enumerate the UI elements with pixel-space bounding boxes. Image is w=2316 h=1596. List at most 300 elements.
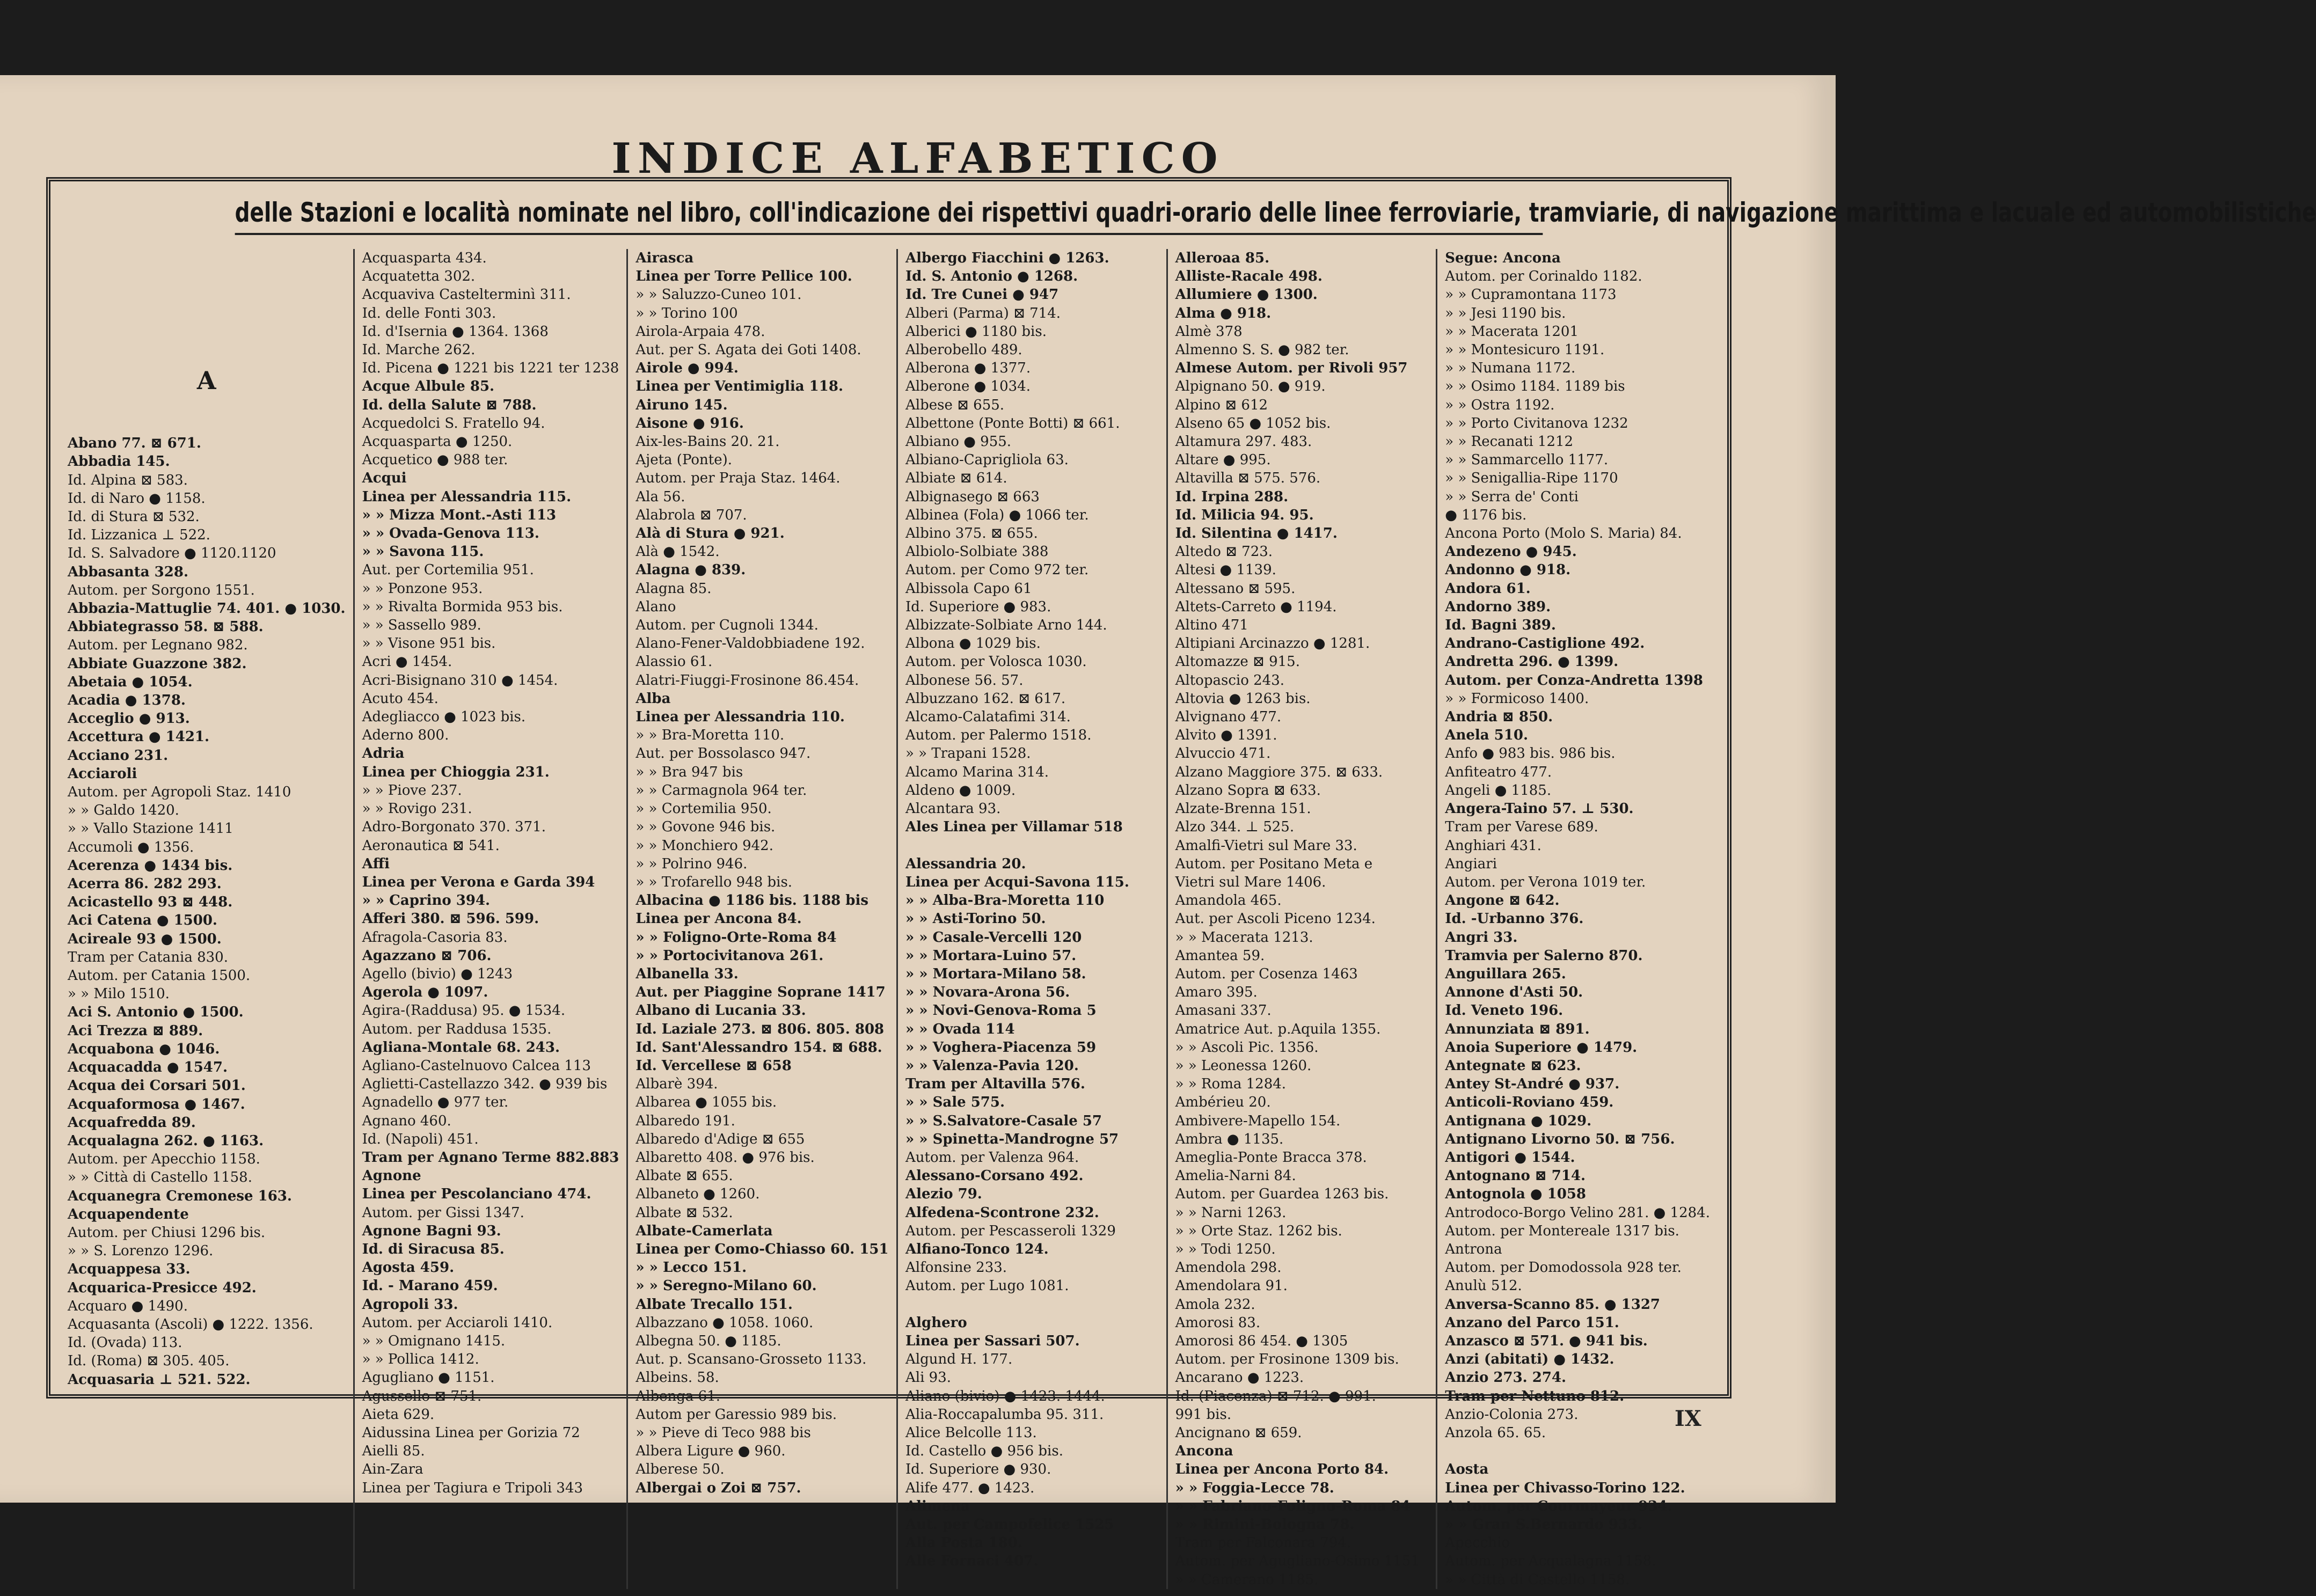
index-entry: Alliste-Racale 498.: [1175, 268, 1323, 285]
index-entry: Tram per Nettuno 812.: [1445, 1388, 1625, 1404]
index-entry: Acceglio ● 913.: [68, 711, 190, 727]
index-column: [1166, 249, 1436, 1589]
index-entry: Albate ⊠ 532.: [635, 1204, 733, 1221]
index-entry: Albaredo d'Adige ⊠ 655: [635, 1131, 805, 1147]
index-entry: Autom. per Conza-Andretta 1398: [1445, 672, 1703, 689]
index-entry: Anzano del Parco 151.: [1445, 1314, 1619, 1331]
index-entry: Almese Autom. per Rivoli 957: [1175, 360, 1408, 377]
index-entry: Albanella 33.: [635, 965, 739, 982]
index-entry: Agnadello ● 977 ter.: [362, 1094, 509, 1111]
index-entry: Albino 375. ⊠ 655.: [905, 525, 1038, 542]
index-entry: » » Rivalta Bormida 953 bis.: [362, 598, 563, 615]
index-entry: Tram per Altavilla 576.: [905, 1076, 1085, 1093]
index-entry: Ambra ● 1135.: [1175, 1131, 1284, 1147]
index-entry: Albenga 61.: [635, 1388, 720, 1404]
index-entry: » » Jesi 1190 bis.: [1445, 305, 1566, 321]
index-entry: Aut. per Bossolasco 947.: [635, 745, 811, 762]
index-entry: Acquasparta 434.: [362, 250, 487, 266]
index-entry: » » Orte Staz. 1262 bis.: [1175, 1222, 1342, 1239]
index-entry: Acqualagna 262. ● 1163.: [68, 1132, 264, 1149]
index-entry: Autom. per Pescasseroli 1329: [905, 1222, 1116, 1239]
index-entry: Id. Veneto 196.: [1445, 1002, 1564, 1019]
index-column: [626, 249, 896, 1589]
index-entry: » » Gran S.Bernardo 933.: [1445, 1517, 1643, 1533]
index-entry: Autom. per Courmayeur 934.: [1445, 1498, 1672, 1514]
index-entry: Id. delle Fonti 303.: [362, 305, 496, 321]
index-entry: Anfiteatro 477.: [1445, 764, 1552, 780]
index-entry: Albinea (Fola) ● 1066 ter.: [905, 507, 1089, 523]
index-entry: Agazzano ⊠ 706.: [362, 947, 492, 964]
index-entry: » » Città di Castello 1158.: [1445, 1571, 1630, 1588]
index-entry: Autom. per Legnano 982.: [68, 637, 248, 654]
index-entry: » » Bra 947 bis: [635, 764, 743, 780]
index-entry: Amendolara 91.: [1175, 1278, 1288, 1294]
index-entry: Acquasaria ⊥ 521. 522.: [68, 1371, 251, 1388]
index-entry: Abbiate Guazzone 382.: [68, 655, 247, 672]
index-entry: Alle Fornaci 407.: [905, 1553, 1039, 1570]
index-entry: Id. Castello ● 956 bis.: [905, 1443, 1063, 1460]
index-entry: Albiano ● 955.: [905, 434, 1012, 450]
index-entry: Alfonsine 233.: [905, 1260, 1007, 1276]
index-frame: [46, 177, 2316, 1588]
index-entry: Aut. per Ascoli Piceno 1234.: [1175, 911, 1376, 927]
index-entry: » » Mizza Mont.-Asti 113: [362, 507, 557, 523]
index-entry: » » Mortara-Milano 58.: [905, 965, 1086, 982]
index-entry: Almenno S. S. ● 982 ter.: [1175, 342, 1349, 358]
index-entry: » » Trapani 1528.: [905, 745, 1031, 762]
index-entry: Antrodoco-Borgo Velino 281. ● 1284.: [1445, 1204, 1710, 1221]
index-entry: Altessano ⊠ 595.: [1175, 580, 1296, 597]
index-entry: Alessandria 20.: [905, 855, 1026, 872]
index-entry: Id. Milicia 94. 95.: [1175, 507, 1314, 523]
index-entry: Abbiategrasso 58. ⊠ 588.: [68, 619, 264, 635]
index-entry: Alberese 50.: [635, 1461, 725, 1478]
index-entry: Albonese 56. 57.: [905, 672, 1024, 689]
index-entry: Altesi ● 1139.: [1175, 562, 1276, 579]
index-entry: Id. Bagni 389.: [1445, 617, 1556, 634]
index-entry: » » Novi-Genova-Roma 5: [905, 1002, 1097, 1019]
index-entry: Linea per Torre Pellice 100.: [635, 268, 852, 285]
index-entry: Id. Tre Cunei ● 947: [905, 287, 1059, 303]
index-entry: Id. Picena ● 1221 bis 1221 ter 1238: [362, 360, 619, 377]
index-entry: [1445, 1442, 1710, 1460]
index-entry: » » Recanati 1212: [1445, 434, 1574, 450]
index-entry: Abbasanta 328.: [68, 563, 188, 580]
index-entry: Acquapendente: [68, 1206, 189, 1222]
index-entry: Aisone ● 916.: [635, 415, 744, 431]
index-entry: Segue: Ancona: [1445, 250, 1561, 266]
index-entry: Autom. per Volosca 1030.: [905, 654, 1087, 670]
index-entry: Autom. per Monterealе 1317 bis.: [1445, 1222, 1679, 1239]
index-entry: Alvignano 477.: [1175, 709, 1282, 726]
index-entry: Id. (Piacenza) ⊠ 712. ● 991.: [1175, 1388, 1376, 1404]
index-entry: Albate ⊠ 655.: [635, 1168, 733, 1184]
index-entry: Albettone (Ponte Botti) ⊠ 661.: [905, 415, 1120, 431]
index-entry: Id. Alpina ⊠ 583.: [68, 472, 188, 488]
index-entry: Albano di Lucania 33.: [635, 1002, 806, 1019]
index-entry: Alimena: [905, 1498, 970, 1514]
index-entry: Id. Superiore ● 983.: [905, 598, 1051, 615]
index-entry: Ain-Zara: [362, 1461, 423, 1478]
index-entry: Aut. per Cortemilia 951.: [362, 562, 534, 579]
index-entry: Autom. per Positano Meta e: [1175, 855, 1373, 872]
index-entry: Autom. per Acqualagna 1158.: [1445, 1553, 1656, 1570]
index-entry: » » Ovada 114: [905, 1021, 1015, 1037]
index-entry: Id. Vercellese ⊠ 658: [635, 1057, 792, 1074]
index-entry: Alzate-Brenna 151.: [1175, 801, 1311, 817]
index-entry: Autom. per Lugo 1081.: [905, 1278, 1069, 1294]
index-entry: Amelia-Narni 84.: [1175, 1168, 1296, 1184]
index-entry: » » Serra de' Conti: [1445, 488, 1579, 505]
index-entry: Alleroaa 85.: [1175, 250, 1270, 266]
index-entry: Anzola 65. 65.: [1445, 1425, 1546, 1441]
index-entry: Angiari: [1445, 855, 1497, 872]
index-entry: Id. (Roma) ⊠ 305. 405.: [68, 1353, 230, 1370]
index-entry: Albaretto 408. ● 976 bis.: [635, 1149, 815, 1166]
index-entry: » » Pollica 1412.: [362, 1351, 479, 1368]
index-entry: Autom. per Valenza 964.: [905, 1149, 1079, 1166]
index-entry: Albera Ligure ● 960.: [635, 1443, 786, 1460]
index-entry: Alvito ● 1391.: [1175, 727, 1277, 744]
index-entry: Albese ⊠ 655.: [905, 397, 1005, 413]
index-entry: Tram per Catania 830.: [68, 949, 228, 965]
index-entry: Aielli 85.: [362, 1443, 425, 1460]
index-entry: Linea per Pescolanciano 474.: [362, 1186, 591, 1203]
index-column: [60, 249, 353, 1589]
index-entry: Id. S. Antonio ● 1268.: [905, 268, 1078, 285]
index-entry: » » Voghera-Piacenza 59: [905, 1039, 1097, 1056]
index-entry: Albaredo 191.: [635, 1112, 735, 1129]
index-entry: Afferi 380. ⊠ 596. 599.: [362, 911, 539, 927]
index-entry: Ales Linea per Villamar 518: [905, 819, 1123, 836]
index-entry: Id. di Siracusa 85.: [362, 1241, 505, 1257]
index-entry: » » Foggia-Lecce 78.: [1175, 1480, 1334, 1496]
index-entry: Autom. per Agropoli Staz. 1410: [68, 784, 291, 801]
index-entry: Annone d'Asti 50.: [1445, 984, 1583, 1001]
index-entry: Aci Trezza ⊠ 889.: [68, 1022, 203, 1039]
index-entry: Adria: [362, 745, 405, 762]
index-entry: Acadia ● 1378.: [68, 692, 186, 709]
index-entry: Acuto 454.: [362, 690, 439, 707]
index-entry: Acquarica-Presicce 492.: [68, 1279, 257, 1296]
index-entry: » » Piove 237.: [362, 782, 462, 799]
index-entry: » » Ascoli Pic. 1356.: [1175, 1039, 1319, 1056]
index-entry: » » Asti-Torino 50.: [905, 911, 1046, 927]
index-entry: Agussello ⊠ 751.: [362, 1388, 482, 1404]
index-entry: Autom. per Gissi 1347.: [362, 1204, 524, 1221]
index-entry: Antognano ⊠ 714.: [1445, 1168, 1586, 1184]
index-entry: Albona ● 1029 bis.: [905, 635, 1041, 652]
index-entry: 991 bis.: [1175, 1406, 1232, 1423]
index-entry: Agnano 460.: [362, 1112, 451, 1129]
index-entry: Alatri-Fiuggi-Frosinone 86.454.: [635, 672, 859, 689]
index-entry: Alghero: [905, 1314, 967, 1331]
index-entry: » » Visone 951 bis.: [362, 635, 496, 652]
index-entry: » » Caprino 394.: [362, 892, 491, 909]
index-entry: Andezeno ● 945.: [1445, 544, 1577, 560]
index-entry: Autom. per Domodossola 928 ter.: [1445, 1260, 1682, 1276]
index-entry: Anghiari 431.: [1445, 837, 1541, 854]
index-entry: Albiano-Caprigliola 63.: [905, 452, 1069, 468]
index-entry: Agliano-Castelnuovo Calcea 113: [362, 1057, 591, 1074]
index-entry: ● 1176 bis.: [1445, 507, 1527, 523]
index-entry: Altomazze ⊠ 915.: [1175, 654, 1300, 670]
index-entry: Anversa-Scanno 85. ● 1327: [1445, 1296, 1661, 1313]
index-entry: » » Carmagnola 964 ter.: [635, 782, 807, 799]
index-entry: » » Porto Civitanova 1232: [1445, 415, 1628, 431]
index-entry: Amendola 298.: [1175, 1260, 1282, 1276]
index-entry: Acquaviva Castelterminì 311.: [362, 287, 571, 303]
section-letter: A: [196, 366, 216, 396]
index-entry: » » Govone 946 bis.: [635, 819, 776, 836]
index-entry: Albergai o Zoi ⊠ 757.: [635, 1480, 801, 1496]
index-entry: Abbadia 145.: [68, 453, 170, 470]
index-entry: Linea per Sassari 507.: [905, 1333, 1080, 1349]
index-entry: Amaro 395.: [1175, 984, 1258, 1001]
index-entry: Amatrice Aut. p.Aquila 1355.: [1175, 1021, 1381, 1037]
index-entry: Annunziata ⊠ 891.: [1445, 1021, 1590, 1037]
index-entry: Acerra 86. 282 293.: [68, 876, 222, 892]
index-entry: Altovia ● 1263 bis.: [1175, 690, 1311, 707]
index-entry: » » Macerata 1201: [1445, 323, 1579, 340]
index-entry: Acquaro ● 1490.: [68, 1298, 188, 1314]
index-entry: Aldeno ● 1009.: [905, 782, 1016, 799]
index-entry: Acquanegra Cremonese 163.: [68, 1188, 292, 1204]
index-entry: Albiolo-Solbiate 388: [905, 544, 1049, 560]
page-title: INDICE ALFABETICO: [611, 134, 1224, 183]
index-entry: Andora 61.: [1445, 580, 1531, 597]
index-entry: Autom. per Verona 1019 ter.: [1445, 874, 1646, 890]
index-entry: Altopascio 243.: [1175, 672, 1285, 689]
index-entry: Alà di Stura ● 921.: [635, 525, 785, 542]
index-entry: Id. Superiore ● 930.: [905, 1461, 1051, 1478]
index-entry: Agello (bivio) ● 1243: [362, 965, 513, 982]
index-entry: Agnone Bagni 93.: [362, 1222, 501, 1239]
index-entry: Autom. per Corinaldo 1182.: [1445, 268, 1642, 285]
index-entry: Aci Catena ● 1500.: [68, 912, 217, 929]
index-entry: Linea per Verona e Garda 394: [362, 874, 595, 890]
index-entry: Algund H. 177.: [905, 1351, 1013, 1368]
index-entry: » » Sammarcello 1177.: [1445, 452, 1609, 468]
index-entry: Autom. per Palermo 1518.: [905, 727, 1092, 744]
page-number: IX: [1675, 1406, 1701, 1431]
index-entry: Linea per Alessandria 110.: [635, 709, 845, 726]
index-entry: Albissola Capo 61: [905, 580, 1032, 597]
index-entry: Antegnate ⊠ 623.: [1445, 1057, 1581, 1074]
index-entry: Agnone: [362, 1168, 421, 1184]
index-entry: Aci S. Antonio ● 1500.: [68, 1004, 244, 1021]
index-entry: Vietri sul Mare 1406.: [1175, 874, 1326, 890]
index-entry: Acquaformosa ● 1467.: [68, 1096, 245, 1112]
index-entry: Ambivere-Mapello 154.: [1175, 1112, 1341, 1129]
index-entry: Angone ⊠ 642.: [1445, 892, 1560, 909]
index-entry: Aosta: [1445, 1461, 1489, 1478]
index-entry: Aut. per Piaggine Soprane 1417: [635, 984, 886, 1001]
index-entry: Alpignano 50. ● 919.: [1175, 378, 1326, 395]
index-entry: Acquacadda ● 1547.: [68, 1059, 228, 1076]
index-entry: Id. della Salute ⊠ 788.: [362, 397, 537, 413]
index-entry: Autom per Garessio 989 bis.: [635, 1406, 837, 1423]
index-entry: » » Novara-Arona 56.: [905, 984, 1070, 1001]
page-subtitle: delle Stazioni e località nominate nel libro, coll'indicazione dei rispettivi quadri-orario delle linee ferroviarie, tramviarie, di navigazione marittima e lacuale ed automobilistiche: [235, 192, 1543, 235]
index-entry: Alia-Roccapalumba 95. 311.: [905, 1406, 1104, 1423]
index-entry: » » Ostra 1192.: [1445, 397, 1555, 413]
index-entry: Airola-Arpaia 478.: [635, 323, 765, 340]
index-entry: » » Savona 115.: [362, 544, 484, 560]
index-entry: Autom. per Sorgono 1551.: [68, 582, 255, 598]
index-entry: Antey St-André ● 937.: [1445, 1076, 1620, 1093]
index-entry: Albergo Fiacchini ● 1263.: [905, 250, 1109, 266]
index-entry: » » Vallo Stazione 1411: [68, 821, 233, 837]
index-entry: Acerenza ● 1434 bis.: [68, 857, 233, 874]
index-entry: Aix-les-Bains 20. 21.: [635, 434, 780, 450]
index-entry: Acqui: [362, 470, 407, 487]
index-entry: Alcamo-Calatafimi 314.: [905, 709, 1071, 726]
index-entry: Antigori ● 1544.: [1445, 1149, 1575, 1166]
index-entry: Antignano Livorno 50. ⊠ 756.: [1445, 1131, 1675, 1147]
index-entry: Anzio 273. 274.: [1445, 1370, 1567, 1386]
index-entry: Airole ● 994.: [635, 360, 739, 377]
index-entry: Linea per Ventimiglia 118.: [635, 378, 843, 395]
index-entry: Aidussina Linea per Gorizia 72: [362, 1425, 580, 1441]
index-entry: » » Montesicuro 1191.: [1445, 342, 1605, 358]
index-entry: Altedo ⊠ 723.: [1175, 544, 1273, 560]
index-entry: Andrano-Castiglione 492.: [1445, 635, 1645, 652]
index-entry: Amorosi 86 454. ● 1305: [1175, 1333, 1348, 1349]
index-entry: Adegliacco ● 1023 bis.: [362, 709, 526, 726]
index-entry: Accettura ● 1421.: [68, 729, 210, 745]
index-entry: Amasani 337.: [1175, 1002, 1272, 1019]
index-entry: Id. (Napoli) 451.: [362, 1131, 479, 1147]
index-entry: Abetaia ● 1054.: [68, 673, 193, 690]
index-entry: Ala 56.: [635, 488, 685, 505]
index-entry: Linea per Chioggia 231.: [362, 764, 550, 780]
index-entry: » » S. Lorenzo 1296.: [68, 1243, 214, 1260]
index-entry: » » Torino 100: [635, 305, 738, 321]
index-entry: Linea per Ancona Porto 84.: [1175, 1461, 1389, 1478]
index-entry: Albarè 394.: [635, 1076, 718, 1093]
index-entry: Alice Belcolle 113.: [905, 1424, 1037, 1441]
index-entry: Ajeta (Ponte).: [635, 452, 733, 468]
index-entry: Autom. per Frosinone 1309 bis.: [1175, 1351, 1399, 1368]
index-entry: » » Valenza-Pavia 120.: [905, 1057, 1079, 1074]
index-entry: Alseno 65 ● 1052 bis.: [1175, 415, 1331, 431]
index-entry: Afragola-Casoria 83.: [362, 929, 508, 946]
index-entry: Tram per Varese 689.: [1445, 819, 1598, 836]
index-entry: Amorosi 83.: [1175, 1314, 1261, 1331]
index-entry: Acquasanta (Ascoli) ● 1222. 1356.: [68, 1316, 313, 1333]
index-entry: Aut. per Campofelice 1525: [905, 1516, 1114, 1533]
index-entry: Amalfi-Vietri sul Mare 33.: [1175, 837, 1357, 854]
index-entry: » » Lecco 151.: [635, 1260, 747, 1276]
index-entry: Altare ● 995.: [1175, 452, 1271, 468]
index-entry: Linea per Chivasso-Torino 122.: [1445, 1480, 1685, 1496]
index-entry: Almè 378: [1175, 323, 1243, 340]
index-entry: Alvuccio 471.: [1175, 745, 1271, 762]
index-entry: Acque Albule 85.: [362, 378, 495, 395]
index-entry: Agira-(Raddusa) 95. ● 1534.: [362, 1002, 566, 1019]
index-entry: » » Macerata 1213.: [1175, 929, 1313, 946]
index-entry: Albiate ⊠ 614.: [905, 470, 1007, 487]
index-entry: Anticoli-Roviano 459.: [1445, 1094, 1614, 1111]
index-entry: Autom. per Cugnoli 1344.: [635, 617, 819, 634]
index-entry: Id. Irpina 288.: [1175, 488, 1289, 505]
index-entry: Ancona: [1175, 1443, 1233, 1460]
index-entry: » » Monchiero 942.: [635, 837, 773, 854]
index-entry: Alba: [635, 690, 671, 707]
index-entry: » » Foligno-Orte-Roma 84: [635, 929, 837, 946]
index-entry: » » Seregno-Milano 60.: [635, 1278, 817, 1294]
index-entry: Id. - Marano 459.: [362, 1278, 498, 1294]
index-entry: » » Casale-Vercelli 120: [905, 929, 1082, 946]
index-entry: » » Rimini-Bologna 78.: [1175, 1517, 1355, 1533]
index-entry: Apecchio: [1445, 1535, 1510, 1551]
index-entry: » » Fabriano-Foligno-Roma 84: [1175, 1498, 1411, 1514]
index-entry: Linea per Ancona 84.: [635, 911, 802, 927]
index-entry: Ancignano ⊠ 659.: [1175, 1425, 1302, 1441]
index-entry: » » Omignano 1415.: [362, 1333, 506, 1349]
index-entry: Id. di Stura ⊠ 532.: [68, 509, 200, 525]
index-entry: » » Alba-Bra-Moretta 110: [905, 892, 1105, 909]
index-entry: » » Spinetta-Mandrogne 57: [905, 1131, 1119, 1147]
index-entry: Alà ● 1542.: [635, 544, 720, 560]
index-entry: Anulù 512.: [1445, 1278, 1522, 1294]
index-entry: Alife 477. ● 1423.: [905, 1480, 1035, 1496]
index-entry: Aeronautica ⊠ 541.: [362, 837, 500, 854]
index-entry: Airasca: [635, 250, 694, 266]
index-entry: Tramvia per Salerno 870.: [1445, 947, 1643, 964]
index-entry: Alezio 79.: [905, 1186, 982, 1203]
index-entry: Amandola 465.: [1175, 892, 1282, 909]
index-entry: Id. Sant'Alessandro 154. ⊠ 688.: [635, 1039, 882, 1056]
index-entry: Alzano Maggiore 375. ⊠ 633.: [1175, 764, 1383, 780]
index-entry: » » Leonessa 1260.: [1175, 1057, 1312, 1074]
index-entry: Altamura 297. 483.: [1175, 434, 1312, 450]
index-entry: » » Camerano 1185.: [1175, 1571, 1319, 1588]
index-entry: Acquabona ● 1046.: [68, 1041, 220, 1057]
index-entry: Autom. per Guardea 1263 bis.: [1175, 1186, 1389, 1203]
index-entry: Acquedolci S. Fratello 94.: [362, 415, 545, 431]
index-entry: » » Todi 1250.: [1175, 1241, 1276, 1257]
index-entry: » » Milo 1510.: [68, 986, 170, 1002]
index-entry: Autom. per Cosenza 1463: [1175, 965, 1358, 982]
index-entry: Aieta 629.: [362, 1406, 435, 1423]
index-entry: » » Bra-Moretta 110.: [635, 727, 785, 744]
index-entry: » » Ponzone 953.: [362, 580, 483, 597]
index-entry: Albignasego ⊠ 663: [905, 488, 1040, 505]
index-column: [896, 249, 1166, 1589]
index-entry: Acciaroli: [68, 765, 137, 782]
index-column: [1436, 249, 1718, 1589]
index-entry: Agliana-Montale 68. 243.: [362, 1039, 560, 1056]
index-entry: Anzasco ⊠ 571. ● 941 bis.: [1445, 1333, 1648, 1349]
index-entry: Accumoli ● 1356.: [68, 839, 194, 855]
index-entry: Albarea ● 1055 bis.: [635, 1094, 777, 1111]
index-entry: Autom. per Como 972 ter.: [905, 562, 1089, 579]
index-entry: Autom. per Praja Staz. 1464.: [635, 470, 841, 487]
index-entry: » » Saluzzo-Cuneo 101.: [635, 287, 802, 303]
index-entry: Adro-Borgonato 370. 371.: [362, 819, 546, 836]
index-entry: [905, 1295, 1159, 1314]
index-entry: Autom. per Raddusa 1535.: [362, 1021, 552, 1037]
index-entry: Andorno 389.: [1445, 598, 1551, 615]
index-entry: Anzi (abitati) ● 1432.: [1445, 1351, 1614, 1368]
index-entry: Angri 33.: [1445, 929, 1518, 946]
index-entry: Alfiano-Tonco 124.: [905, 1241, 1049, 1257]
index-entry: Alabrola ⊠ 707.: [635, 507, 747, 523]
index-entry: Linea per Acqui-Savona 115.: [905, 874, 1129, 890]
index-entry: » » Senigallia-Ripe 1170: [1445, 470, 1618, 487]
